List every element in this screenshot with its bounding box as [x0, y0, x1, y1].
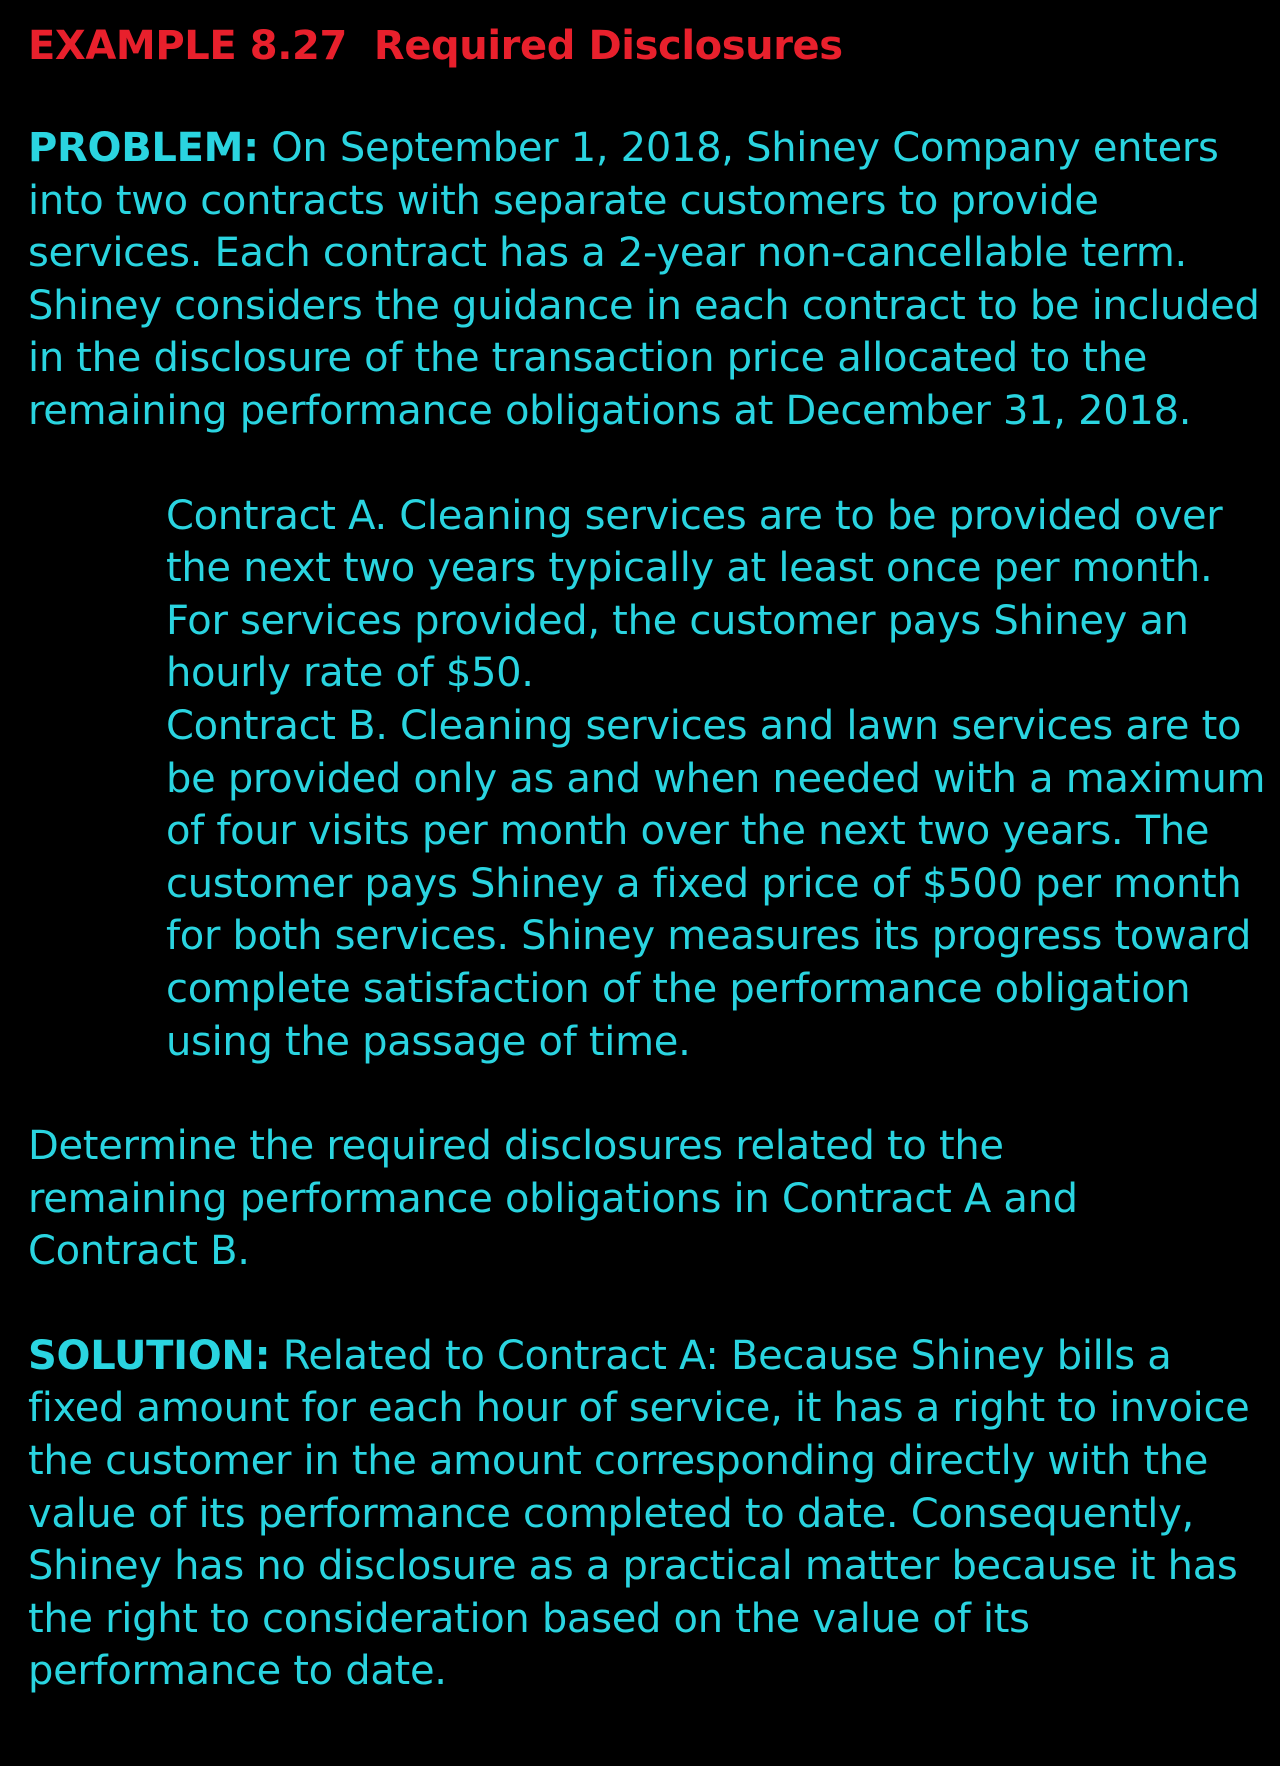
problem-text: On September 1, 2018, Shiney Company enters into two contracts with separate customers to provide services. Each contract has a 2-year non-cancellable term. Shiney considers the guidance in each contract to be included in the disclosure of the transaction price allocated to the remaining performance obligations at December 31, 2018. [28, 125, 1260, 434]
solution-text: Related to Contract A: Because Shiney bills a fixed amount for each hour of service, it has a right to invoice the customer in the amount corresponding directly with the value of its performance completed to date. Consequently, Shiney has no disclosure as a practical matter because it has the right to consideration based on the value of its performance to date. [28, 1332, 1250, 1695]
contract-b-paragraph: Contract B. Cleaning services and lawn services are to be provided only as and when needed with a maximum of four visits per month over the next two years. The customer pays Shiney a fixed price of $500 per month for both services. Shiney measures its progress toward complete satisfaction of the performance obligation using the passage of time. [166, 702, 1266, 1065]
problem-label: PROBLEM: [28, 125, 259, 171]
contract-a-paragraph: Contract A. Cleaning services are to be provided over the next two years typically at least once per month. For services provided, the customer pays Shiney an hourly rate of $50. [166, 492, 1223, 697]
solution-label: SOLUTION: [28, 1332, 271, 1379]
problem-paragraph [28, 122, 1268, 438]
question-paragraph: Determine the required disclosures related to the remaining performance obligations in Contract A and Contract B. [28, 1123, 1078, 1275]
example-title: EXAMPLE 8.27 Required Disclosures [28, 23, 843, 69]
document-page [28, 0, 1266, 1698]
solution-paragraph [28, 1330, 1268, 1698]
contracts-block [166, 490, 1270, 1069]
